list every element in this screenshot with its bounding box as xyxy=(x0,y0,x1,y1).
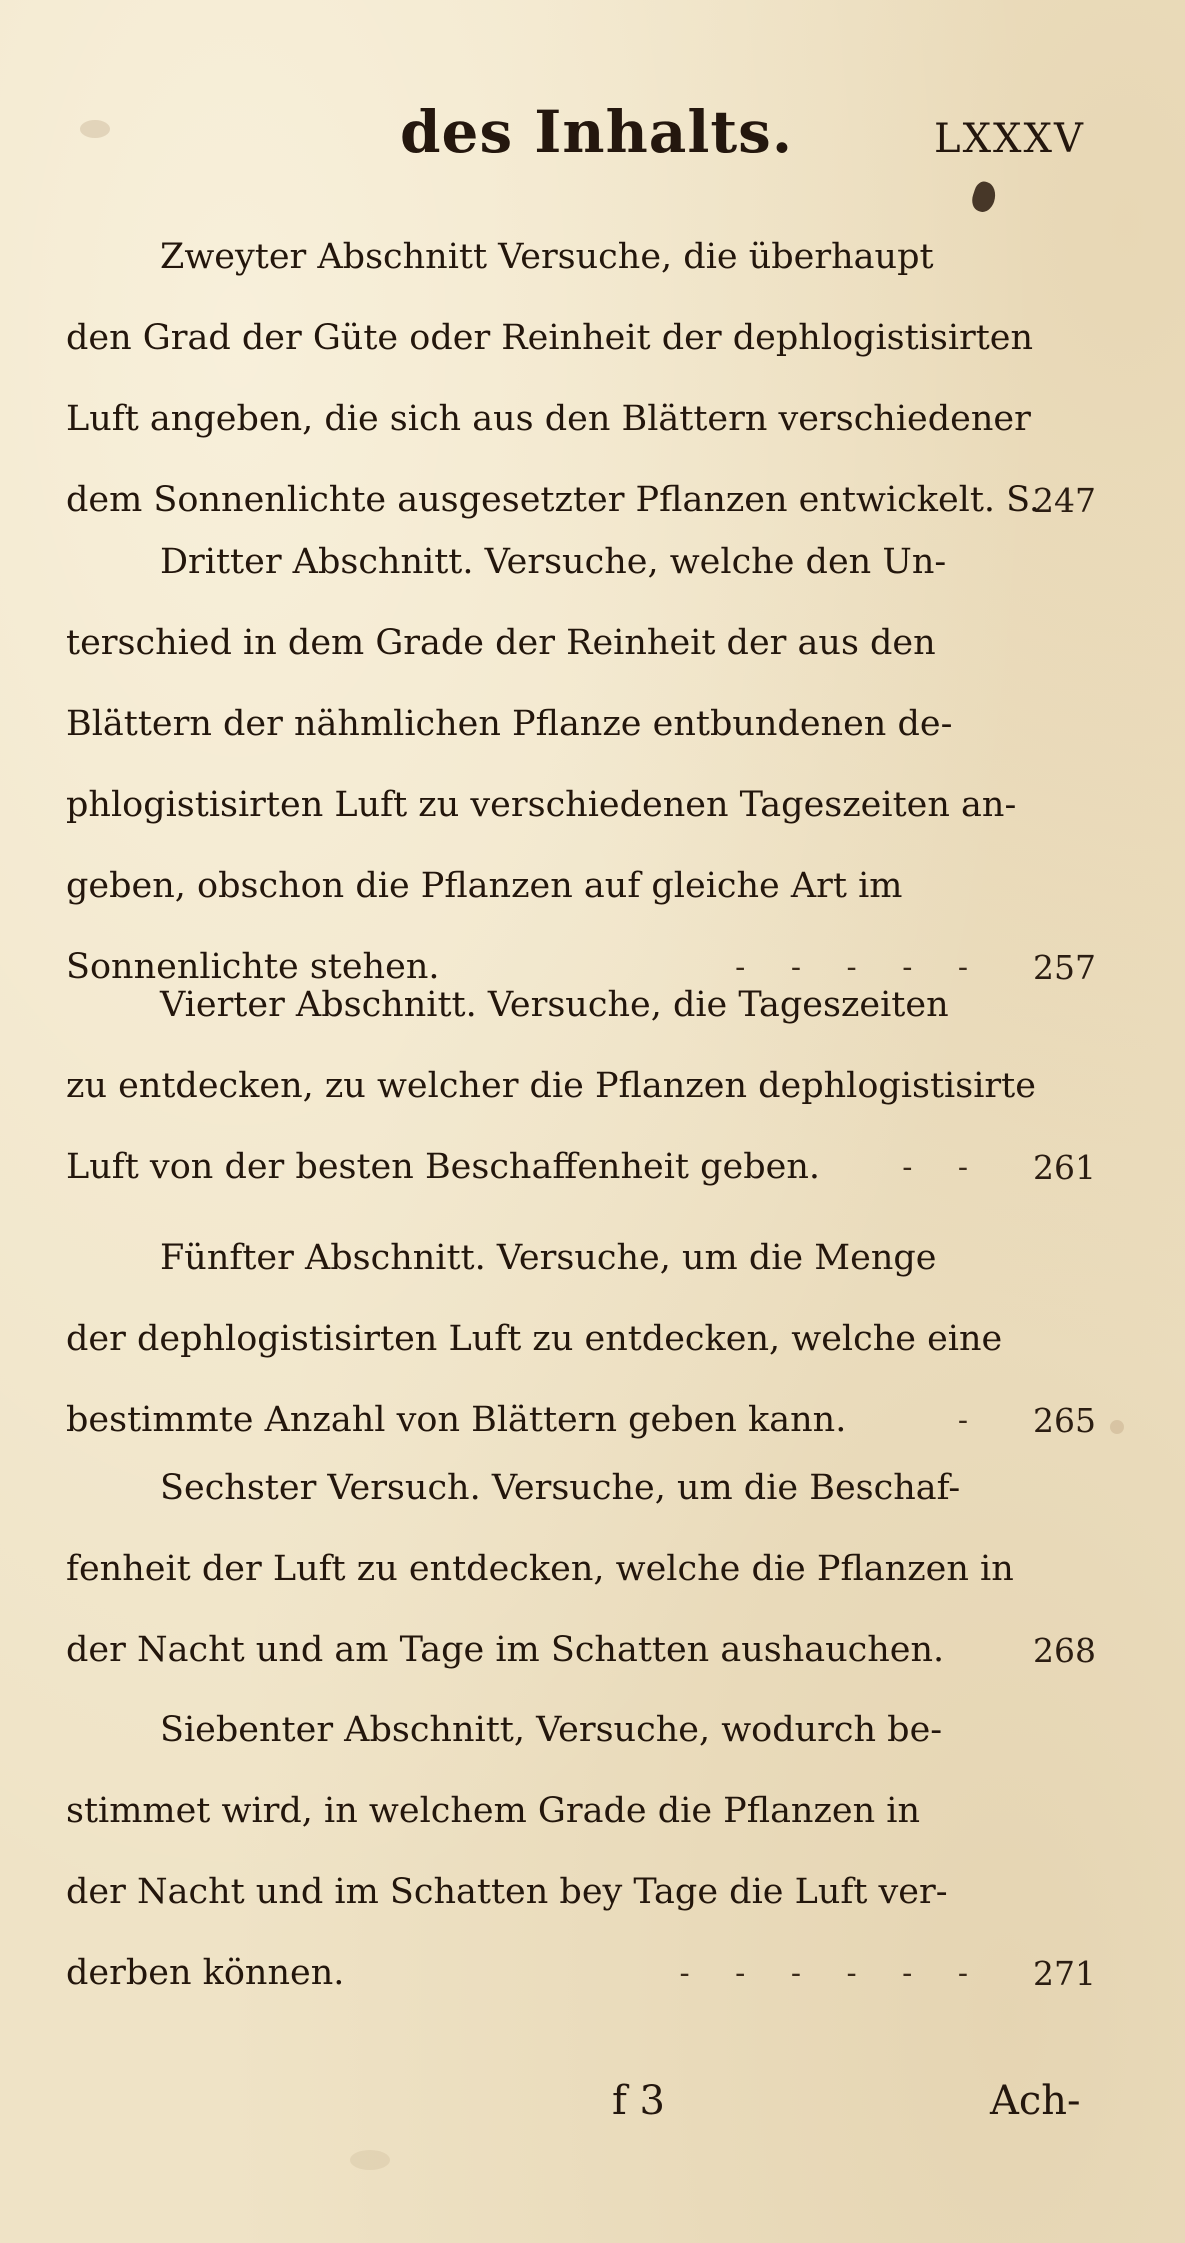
entry-line: Fünfter Abschnitt. Versuche, um die Menge xyxy=(160,1238,937,1278)
entry-line: der dephlogistisirten Luft zu entdecken, welche eine xyxy=(66,1319,1003,1359)
entry-line: der Nacht und am Tage im Schatten aushauchen. xyxy=(66,1630,945,1670)
entry-line: fenheit der Luft zu entdecken, welche die Pflanzen in xyxy=(66,1549,1014,1589)
catchword: Ach- xyxy=(990,2078,1081,2124)
entry-line: derben können. xyxy=(66,1953,345,1993)
entry-line: den Grad der Güte oder Reinheit der dephlogistisirten xyxy=(66,318,1034,358)
leader-dots: - xyxy=(957,1403,986,1438)
entry-line: stimmet wird, in welchem Grade die Pflanzen in xyxy=(66,1791,921,1831)
entry-line: Vierter Abschnitt. Versuche, die Tageszeiten xyxy=(160,985,949,1025)
entry-last-line xyxy=(66,1127,1096,1208)
entry-line: zu entdecken, zu welcher die Pflanzen dephlogistisirte xyxy=(66,1066,1036,1106)
paper-stain xyxy=(1110,1420,1124,1434)
entry-page-number: 268 xyxy=(1033,1631,1096,1670)
entry-line: Zweyter Abschnitt Versuche, die überhaupt xyxy=(160,237,934,277)
paper-stain xyxy=(350,2150,390,2170)
running-head-title: des Inhalts. xyxy=(400,98,794,166)
ink-blot xyxy=(969,179,999,214)
entry-line: der Nacht und im Schatten bey Tage die Luft ver- xyxy=(66,1872,948,1912)
entry-page-number: 265 xyxy=(1033,1401,1096,1440)
entry-page-number: 247 xyxy=(1033,481,1096,520)
entry-line: Sonnenlichte stehen. xyxy=(66,947,440,987)
entry-line: terschied in dem Grade der Reinheit der aus den xyxy=(66,623,936,663)
entry-line: Siebenter Abschnitt, Versuche, wodurch be- xyxy=(160,1710,943,1750)
entry-line: Dritter Abschnitt. Versuche, welche den Un- xyxy=(160,542,947,582)
entry-line: Luft angeben, die sich aus den Blättern verschiedener xyxy=(66,399,1031,439)
entry-page-number: 257 xyxy=(1033,948,1096,987)
paper-stain xyxy=(80,120,110,138)
entry-line: Sechster Versuch. Versuche, um die Beschaf- xyxy=(160,1468,961,1508)
leader-dots: - - xyxy=(902,1150,986,1185)
entry-line: Luft von der besten Beschaffenheit geben. xyxy=(66,1147,821,1187)
entry-line: phlogistisirten Luft zu verschiedenen Tageszeiten an- xyxy=(66,785,1017,825)
entry-line: bestimmte Anzahl von Blättern geben kann. xyxy=(66,1400,847,1440)
toc-entry xyxy=(66,1448,1096,1691)
leader-dots: - - - - - - xyxy=(679,1956,986,1991)
entry-line: dem Sonnenlichte ausgesetzter Pflanzen entwickelt. S. xyxy=(66,480,1041,520)
entry-line: geben, obschon die Pflanzen auf gleiche Art im xyxy=(66,866,903,906)
entry-last-line xyxy=(66,1610,1096,1691)
signature-mark: f 3 xyxy=(612,2078,665,2124)
entry-page-number: 271 xyxy=(1033,1954,1096,1993)
toc-entry xyxy=(66,1218,1096,1461)
toc-entry xyxy=(66,522,1096,1008)
page-number: LXXXV xyxy=(934,116,1085,162)
leader-dots: - - - - - xyxy=(735,950,986,985)
entry-page-number: 261 xyxy=(1033,1148,1096,1187)
toc-entry xyxy=(66,217,1096,541)
entry-last-line xyxy=(66,1933,1096,2014)
toc-entry xyxy=(66,1690,1096,2014)
entry-line: Blättern der nähmlichen Pflanze entbundenen de- xyxy=(66,704,953,744)
